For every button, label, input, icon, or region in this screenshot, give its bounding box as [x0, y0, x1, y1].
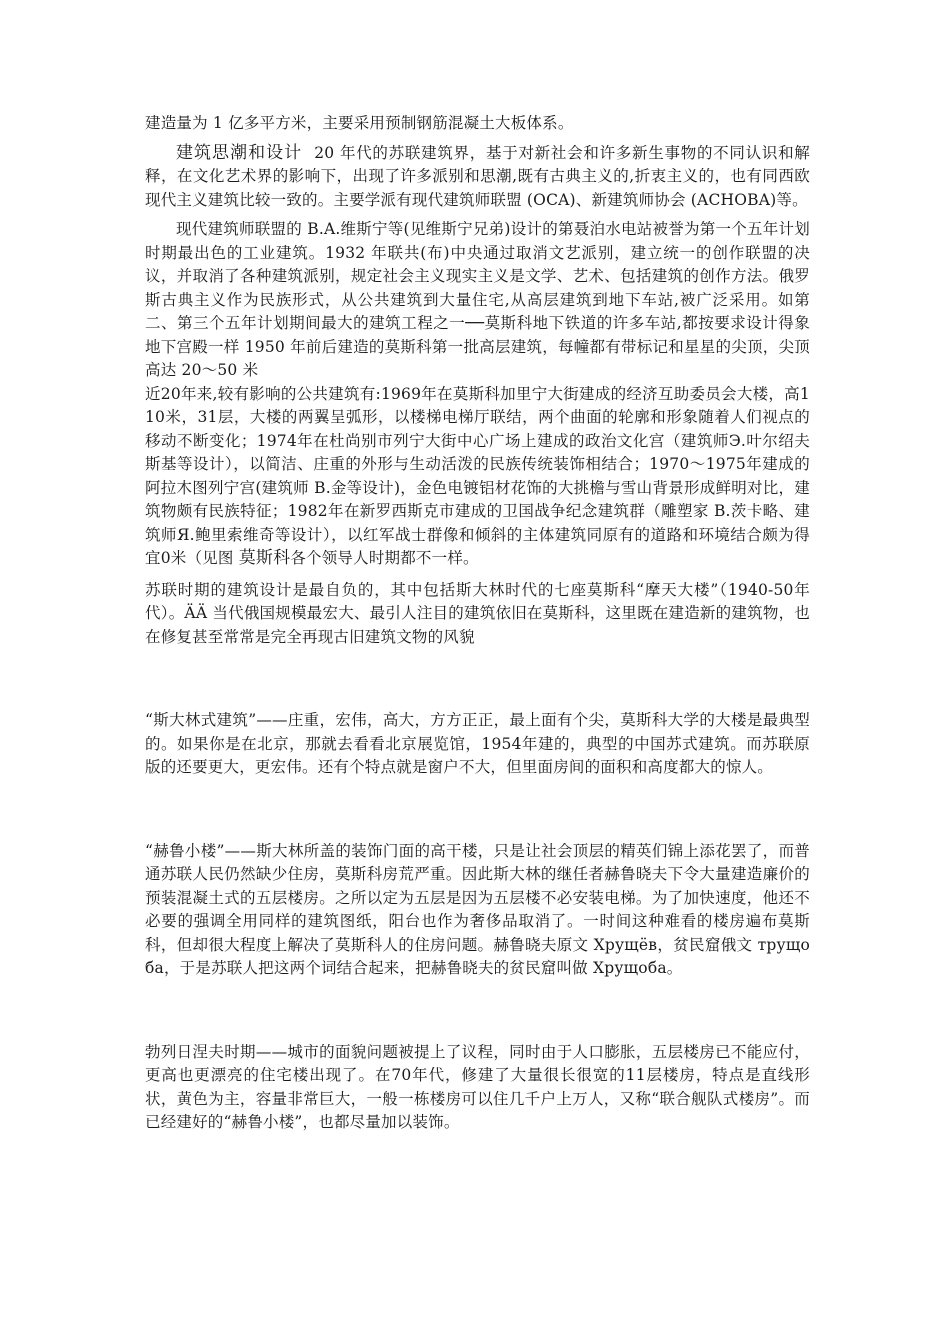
spacer: [145, 981, 810, 1041]
spacer: [145, 571, 810, 579]
paragraph-khrushchyovka: “赫鲁小楼”——斯大林所盖的装饰门面的高干楼，只是让社会顶层的精英们锦上添花罢了，而普通苏联人民仍然缺少住房，莫斯科房荒严重。因此斯大林的继任者赫鲁晓夫下令大量建造廉价的预装混凝土式的五层楼房。之所以定为五层是因为五层楼不必安装电梯。为了加快速度，他还不必要的强调全用同样的建筑图纸，阳台也作为奢侈品取消了。一时间这种难看的楼房遍布莫斯科，但却很大程度上解决了莫斯科人的住房问题。赫鲁晓夫原文 Хрущёв，贫民窟俄文 трущоба，于是苏联人把这两个词结合起来，把赫鲁晓夫的贫民窟叫做 Хрущоба。: [145, 841, 810, 977]
paragraph-public-buildings: [145, 383, 810, 571]
paragraph-architectural-trends: [145, 142, 810, 213]
spacer: [145, 649, 810, 709]
paragraph-tail: 各个领导人时期都不一样。: [290, 549, 479, 567]
paragraph-text: 20 年代的苏联建筑界，基于对新社会和许多新生事物的不同认识和解释，在文化艺术界的影响下，出现了许多派别和思潮,既有古典主义的,折衷主义的，也有同西欧现代主义建筑比较一致的。主要学派有现代建筑师联盟 (OCA)、新建筑师协会 (ACHOBA)等。: [145, 143, 810, 209]
paragraph-brezhnev-era: 勃列日涅夫时期——城市的面貌问题被提上了议程，同时由于人口膨胀，五层楼房已不能应付，更高也更漂亮的住宅楼出现了。在70年代，修建了大量很长很宽的11层楼房，特点是直线形状，黄色为主，容量非常巨大，一般一栋楼房可以住几千户上万人，又称“联合舰队式楼房”。而已经建好的“赫鲁小楼”，也都尽量加以装饰。: [145, 1042, 810, 1131]
spacer: [145, 780, 810, 840]
paragraph-construction-volume: 建造量为 1 亿多平方米，主要采用预制钢筋混凝土大板体系。: [145, 114, 574, 132]
paragraph-stalinist-architecture: “斯大林式建筑”——庄重，宏伟，高大，方方正正，最上面有个尖，莫斯科大学的大楼是最典型的。如果你是在北京，那就去看看北京展览馆，1954年建的，典型的中国苏式建筑。而苏联原版的还要更大，更宏伟。还有个特点就是窗户不大，但里面房间的面积和高度都大的惊人。: [145, 711, 810, 776]
paragraph-text: 近20年来,较有影响的公共建筑有:1969年在莫斯科加里宁大街建成的经济互助委员会大楼，高110米，31层，大楼的两翼呈弧形，以楼梯电梯厅联结，两个曲面的轮廓和形象随着人们视点的移动不断变化；1974年在杜尚别市列宁大街中心广场上建成的政治文化宫（建筑师Э.叶尔绍夫斯基等设计），以简洁、庄重的外形与生动活泼的民族传统装饰相结合；1970～1975年建成的阿拉木图列宁宫(建筑师 B.金等设计)，金色电镀铝材花饰的大挑檐与雪山背景形成鲜明对比，建筑物颇有民族特征；1982年在新罗西斯克市建成的卫国战争纪念建筑群（雕塑家 B.茨卡略、建筑师Я.鲍里索维奇等设计），以红军战士群像和倾斜的主体建筑同原有的道路和环境结合颇为得宜0米（见图: [145, 384, 810, 567]
paragraph-soviet-design: 苏联时期的建筑设计是最自负的，其中包括斯大林时代的七座莫斯科“摩天大楼”（1940-50年代）。ÄÄ 当代俄国规模最宏大、最引人注目的建筑依旧在莫斯科，这里既在建造新的建筑物，也在修复甚至常常是完全再现古旧建筑文物的风貌: [145, 580, 810, 646]
moscow-label: 莫斯科: [238, 548, 291, 568]
document-page: [145, 112, 810, 1135]
paragraph-modern-architects-union: 现代建筑师联盟的 B.A.维斯宁等(见维斯宁兄弟)设计的第聂泊水电站被誉为第一个五年计划时期最出色的工业建筑。1932 年联共(布)中央通过取消文艺派别，建立统一的创作联盟的决议，并取消了各种建筑派别，规定社会主义现实主义是文学、艺术、包括建筑的创作方法。俄罗斯古典主义作为民族形式，从公共建筑到大量住宅,从高层建筑到地下车站,被广泛采用。如第二、第三个五年计划期间最大的建筑工程之一──莫斯科地下铁道的许多车站,都按要求设计得象地下宫殿一样 1950 年前后建造的莫斯科第一批高层建筑，每幢都有带标记和星星的尖顶，尖顶高达 20～50 米: [145, 220, 810, 379]
section-heading: 建筑思潮和设计: [176, 142, 303, 163]
